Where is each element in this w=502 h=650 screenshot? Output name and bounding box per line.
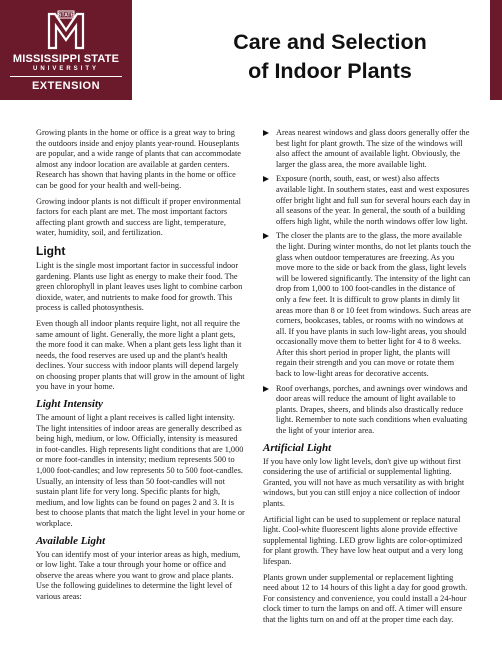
triangle-bullet-icon: [263, 386, 269, 392]
heading-artificial-light: Artificial Light: [263, 441, 332, 454]
list-item-text: Exposure (north, south, east, or west) also affects available light. In southern states, east and west exposures offer bright light and full sun for several hours each day in all seasons of the year. In general, the south of a building offers high light, while the north windows offer low light.: [276, 174, 471, 226]
heading-light: Light: [36, 243, 66, 258]
list-item-text: Roof overhangs, porches, and awnings over windows and door areas will reduce the amount of light available to plants. Drapes, sheers, and blinds also drastically reduce light. Remember to note such conditions when evaluating the light of your interior area.: [276, 383, 468, 436]
intro-paragraph-1: Growing plants in the home or office is a great way to bring the outdoors inside and enjoy plants year-round. Houseplants are popular, and a wide range of plants that can accommodate almost any indoor location are available at garden centers. Research has shown that having plants in the home or office can be good for your health and well-being.: [36, 128, 241, 190]
brand-name: MISSISSIPPI STATE: [12, 53, 120, 65]
artificial-paragraph-3: Plants grown under supplemental or replacement lighting need about 12 to 14 hours of this light a day for good growth. For consistency and convenience, you could install a 24-hour clock timer to turn the lamps on and off. A timer will ensure that the lights turn on and off at the proper time each day.: [263, 572, 468, 624]
left-column: [36, 128, 246, 608]
light-paragraph-1: Light is the single most important factor in successful indoor gardening. Plants use light as energy to make their food. The green chlorophyll in plant leaves uses light to combine carbon dioxide, water, and nutrients to make food for growth. This process is called photosynthesis.: [36, 260, 243, 313]
triangle-bullet-icon: [263, 130, 269, 136]
right-column: [263, 128, 471, 631]
artificial-paragraph-1: If you have only low light levels, don't give up without first considering the use of artificial or supplemental lighting. Granted, you will not have as much versatility as with bright windows, but you can still enjoy a nice collection of indoor plants.: [263, 456, 465, 508]
brand-divider: [10, 76, 122, 77]
list-item: [263, 128, 471, 170]
msu-m-logo-icon: [47, 10, 85, 50]
page-header: [0, 0, 502, 128]
heading-available-light: Available Light: [36, 534, 106, 547]
brand-block: [0, 0, 132, 100]
heading-light-intensity: Light Intensity: [36, 398, 103, 411]
list-item: [263, 174, 471, 227]
list-item-text: The closer the plants are to the glass, the more available the light. During winter months, do not let plants touch the glass when outdoor temperatures are freezing. As you move more to the side or back from the glass, light levels will be lowered significantly. The intensity of the light can drop from 1,000 to 100 foot-candles in the distance of only a few feet. It is difficult to grow plants in dimly lit areas more than 8 or 10 feet from windows. Such areas are corners, bookcases, tables, or rooms with no windows at all. If you have plants in such low-light areas, you should occasionally move them to better light for 4 to 8 weeks. After this short period in proper light, the plants will regain their strength and you can move or rotate them back to low-light areas for decorative accents.: [276, 231, 471, 379]
intensity-paragraph: The amount of light a plant receives is called light intensity. The light intensities of indoor areas are generally described as being high, medium, or low. Officially, intensity is measured in foot-candles. High represents light conditions that are 1,000 or more foot-candles in intensity; medium represents 500 to 1,000 foot-candles; and low represents 50 to 500 foot-candles. Usually, an intensity of less than 50 foot-candles will not sustain plant life for very long. Specific plants for high, medium, and low lights can be found on pages 2 and 3. It is best to choose plants that match the light level in your home or workplace.: [36, 413, 245, 528]
title-line-1: Care and Selection: [233, 30, 427, 54]
list-item: [263, 384, 471, 437]
intro-paragraph-2: Growing indoor plants is not difficult if proper environmental factors for each plant are met. The most important factors affecting plant growth and success are light, temperature, water, humidity, soil, and fertilization.: [36, 196, 241, 238]
page-title: [180, 28, 480, 86]
brand-extension: EXTENSION: [31, 80, 101, 92]
title-line-2: of Indoor Plants: [248, 59, 412, 83]
light-paragraph-2: Even though all indoor plants require light, not all require the same amount of light. Generally, the more light a plant gets, the more food it can make. When a plant gets less light than it needs, the food reserves are used up and the plant's health declines. Your success with indoor plants will depend largely on choosing proper plants that will grow in the amount of light you have in your home.: [36, 318, 245, 392]
triangle-bullet-icon: [263, 233, 269, 239]
artificial-paragraph-2: Artificial light can be used to supplement or replace natural light. Cool-white fluorescent lights alone provide effective supplemental lighting. LED grow lights are color-optimized for plant growth. They have low heat output and a very long lifespan.: [263, 514, 463, 566]
list-item: [263, 231, 471, 379]
list-item-text: Areas nearest windows and glass doors generally offer the best light for plant growth. The size of the windows will also affect the amount of available light. Obviously, the larger the glass area, the more available light.: [276, 128, 470, 169]
triangle-bullet-icon: [263, 176, 269, 182]
logo-seal-text: STATE: [58, 12, 74, 19]
light-guidelines-list: [263, 128, 471, 437]
brand-university: UNIVERSITY: [32, 66, 99, 72]
available-paragraph: You can identify most of your interior areas as high, medium, or low light. Take a tour through your home or office and observe the areas where you want to grow and place plants. Use the following guidelines to determine the light level of various areas:: [36, 549, 241, 601]
brand-stripe: [490, 0, 502, 100]
